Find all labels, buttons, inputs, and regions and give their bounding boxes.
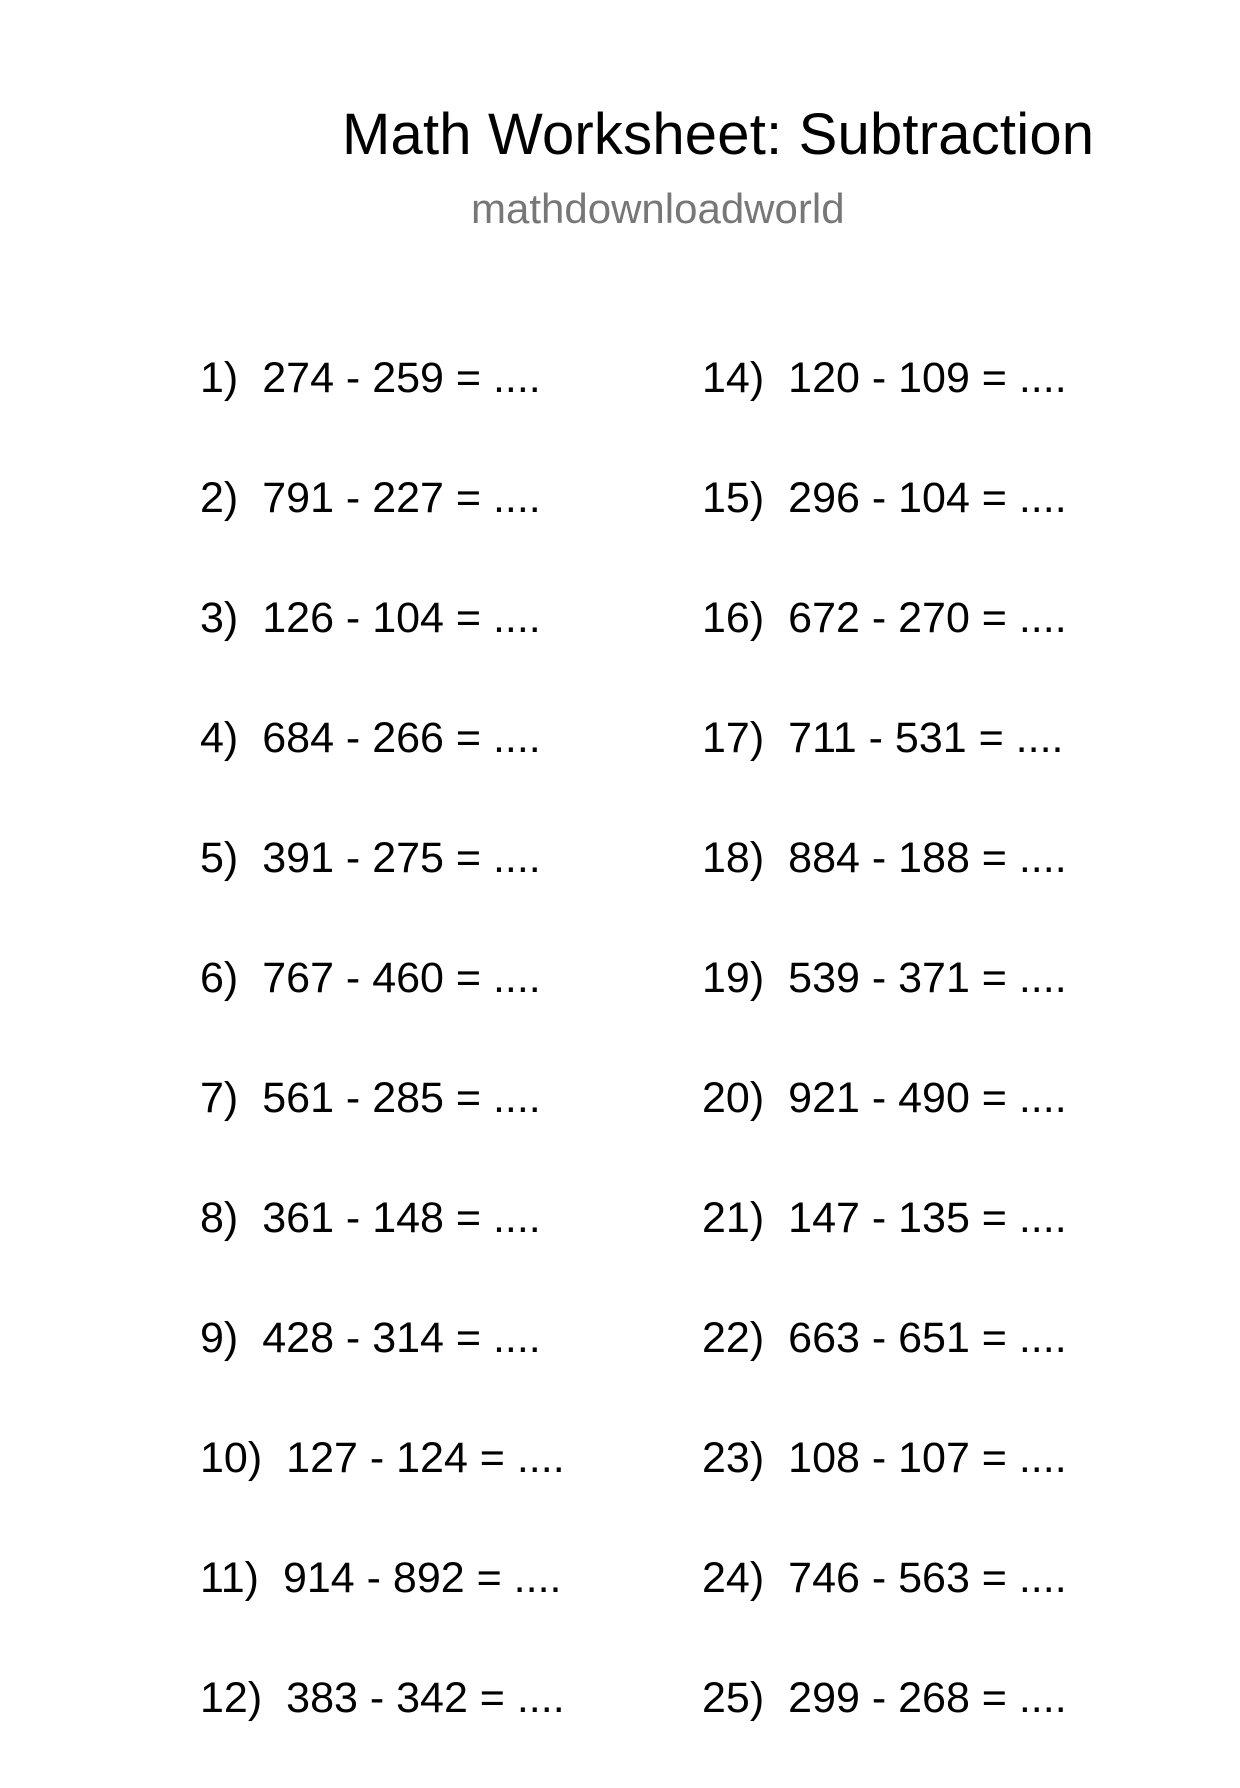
problem-expression: 791 - 227 = .... [262, 474, 541, 522]
problem-number: 10) [200, 1434, 263, 1482]
problem-item [702, 348, 1067, 468]
problem-expression: 767 - 460 = .... [262, 954, 541, 1002]
problem-number: 9) [200, 1314, 239, 1362]
problem-item [702, 1308, 1067, 1428]
problem-number: 12) [200, 1674, 263, 1722]
problem-item [702, 588, 1067, 708]
problem-item [200, 948, 565, 1068]
problem-expression: 274 - 259 = .... [262, 354, 541, 402]
problem-expression: 921 - 490 = .... [788, 1074, 1067, 1122]
problem-column-right [702, 348, 1067, 1788]
problem-number: 8) [200, 1194, 239, 1242]
problem-item [200, 708, 565, 828]
problem-number: 2) [200, 474, 239, 522]
problem-number: 1) [200, 354, 239, 402]
problem-expression: 539 - 371 = .... [788, 954, 1067, 1002]
problem-item [200, 1188, 565, 1308]
problem-number: 19) [702, 954, 765, 1002]
problem-expression: 108 - 107 = .... [788, 1434, 1067, 1482]
problem-item [702, 1668, 1067, 1788]
problem-number: 14) [702, 354, 765, 402]
problem-item [200, 468, 565, 588]
problem-expression: 746 - 563 = .... [788, 1554, 1067, 1602]
problem-expression: 561 - 285 = .... [262, 1074, 541, 1122]
problem-item [200, 1428, 565, 1548]
problem-expression: 663 - 651 = .... [788, 1314, 1067, 1362]
problem-expression: 361 - 148 = .... [262, 1194, 541, 1242]
problem-item [200, 348, 565, 468]
problem-item [702, 1548, 1067, 1668]
problem-number: 18) [702, 834, 765, 882]
page-title: Math Worksheet: Subtraction [342, 102, 1095, 167]
problem-number: 21) [702, 1194, 765, 1242]
problem-number: 25) [702, 1674, 765, 1722]
problem-expression: 914 - 892 = .... [282, 1554, 562, 1602]
problem-expression: 127 - 124 = .... [286, 1434, 565, 1482]
problem-item [200, 1668, 565, 1788]
problem-number: 20) [702, 1074, 765, 1122]
problem-number: 6) [200, 954, 239, 1002]
problem-expression: 391 - 275 = .... [262, 834, 541, 882]
problem-expression: 296 - 104 = .... [788, 474, 1067, 522]
problem-number: 3) [200, 594, 239, 642]
problem-expression: 120 - 109 = .... [788, 354, 1067, 402]
problem-expression: 672 - 270 = .... [788, 594, 1067, 642]
problem-expression: 299 - 268 = .... [788, 1674, 1067, 1722]
problem-number: 4) [200, 714, 239, 762]
problem-number: 23) [702, 1434, 765, 1482]
problem-expression: 711 - 531 = .... [788, 714, 1064, 762]
problem-item [702, 828, 1067, 948]
problem-item [702, 1068, 1067, 1188]
problem-expression: 126 - 104 = .... [262, 594, 541, 642]
problem-number: 7) [200, 1074, 239, 1122]
problem-number: 24) [702, 1554, 765, 1602]
problem-number: 15) [702, 474, 765, 522]
problem-number: 11) [200, 1554, 259, 1602]
problem-number: 16) [702, 594, 765, 642]
problem-item [200, 588, 565, 708]
problem-item [200, 1068, 565, 1188]
problem-expression: 684 - 266 = .... [262, 714, 541, 762]
problem-item [200, 1548, 565, 1668]
problem-item [702, 708, 1067, 828]
problem-number: 17) [702, 714, 765, 762]
problem-expression: 147 - 135 = .... [788, 1194, 1067, 1242]
problem-column-left [200, 348, 565, 1788]
problem-number: 22) [702, 1314, 765, 1362]
problem-expression: 383 - 342 = .... [286, 1674, 565, 1722]
problem-expression: 884 - 188 = .... [788, 834, 1067, 882]
problem-item [702, 1188, 1067, 1308]
problem-item [702, 468, 1067, 588]
problem-item [200, 1308, 565, 1428]
problem-number: 5) [200, 834, 239, 882]
problem-expression: 428 - 314 = .... [262, 1314, 541, 1362]
problem-item [702, 948, 1067, 1068]
page-subtitle: mathdownloadworld [471, 185, 845, 232]
problem-item [702, 1428, 1067, 1548]
problem-item [200, 828, 565, 948]
